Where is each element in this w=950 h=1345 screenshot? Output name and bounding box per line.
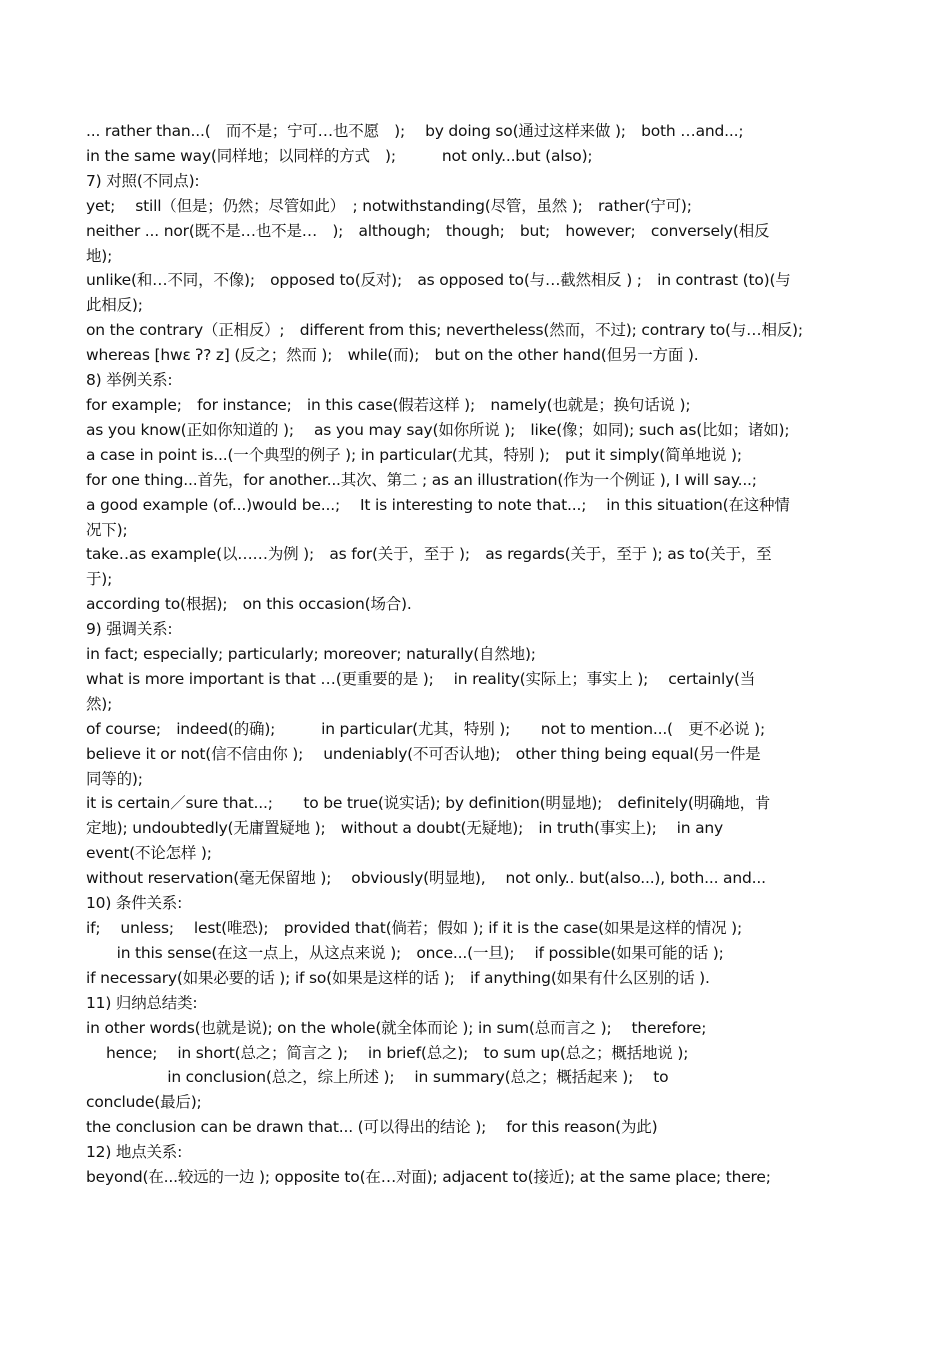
section-heading: 7) 对照(不同点): [86,171,200,190]
section-heading: 12) 地点关系: [86,1143,183,1162]
text-line: for example; for instance; in this case(假若这样 ); namely(也就是；换句话说 ); [86,395,691,414]
text-line: a case in point is...(一个典型的例子 ); in particular(尤其，特别 ); put it simply(简单地说 ); [86,445,742,464]
text-line: in this sense(在这一点上，从这点来说 ); once...(一旦); if possible(如果可能的话 ); [86,943,724,962]
text-line: conclude(最后); [86,1093,202,1112]
text-line: 定地); undoubtedly(无庸置疑地 ); without a doubt(无疑地); in truth(事实上); in any [86,819,724,838]
text-line: in the same way(同样地；以同样的方式 ); not only...but (also); [86,146,593,165]
document-page [86,119,876,1190]
text-line: on the contrary（正相反）; different from this; nevertheless(然而，不过); contrary to(与…相反); [86,321,803,340]
text-line: without reservation(毫无保留地 ); obviously(明显地), not only.. but(also...), both... and... [86,869,766,888]
text-line: believe it or not(信不信由你 ); undeniably(不可否认地); other thing being equal(另一件是 [86,744,761,763]
section-heading: 10) 条件关系: [86,894,183,913]
text-line: the conclusion can be drawn that... (可以得出的结论 ); for this reason(为此) [86,1118,658,1137]
text-line: neither ... nor(既不是…也不是… ); although; though; but; however; conversely(相反 [86,221,770,240]
text-line: 此相反); [86,296,143,315]
text-line: of course; indeed(的确); in particular(尤其，特别 ); not to mention...( 更不必说 ); [86,719,765,738]
text-line: take‥as example(以……为例 ); as for(关于，至于 ); as regards(关于，至于 ); as to(关于，至 [86,545,772,564]
text-line: for one thing...首先，for another...其次、第二 ; as an illustration(作为一个例证 ), I will say...; [86,470,757,489]
text-line: 于); [86,570,113,589]
text-line: whereas [hwɛ ʔ? z] (反之；然而 ); while(而); but on the other hand(但另一方面 ). [86,346,699,365]
section-heading: 8) 举例关系: [86,371,173,390]
text-line: 同等的); [86,769,143,788]
text-line: ... rather than...( 而不是；宁可…也不愿 ); by doing so(通过这样来做 ); both …and...; [86,122,744,140]
text-line: 地); [86,246,113,265]
text-line: beyond(在...较远的一边 ); opposite to(在…对面); adjacent to(接近); at the same place; there; [86,1168,771,1187]
text-line: what is more important is that …(更重要的是 ); in reality(实际上；事实上 ); certainly(当 [86,669,756,688]
text-line: unlike(和…不同，不像); opposed to(反对); as opposed to(与…截然相反 ) ; in contrast (to)(与 [86,271,791,290]
text-line: according to(根据); on this occasion(场合). [86,595,412,614]
text-line: in conclusion(总之，综上所述 ); in summary(总之；概括起来 ); to [86,1068,669,1087]
section-heading: 9) 强调关系: [86,620,173,639]
text-line: it is certain／sure that...; to be true(说实话); by definition(明显地); definitely(明确地，肯 [86,794,771,813]
text-line: as you know(正如你知道的 ); as you may say(如你所说 ); like(像；如同); such as(比如；诸如); [86,420,790,439]
text-line: hence; in short(总之；简言之 ); in brief(总之); to sum up(总之；概括地说 ); [86,1043,689,1062]
text-line: event(不论怎样 ); [86,844,212,863]
text-line: yet; still（但是；仍然；尽管如此） ; notwithstanding(尽管，虽然 ); rather(宁可); [86,196,692,215]
text-line: in other words(也就是说); on the whole(就全体而论 ); in sum(总而言之 ); therefore; [86,1018,707,1037]
text-line: 况下); [86,520,128,539]
text-line: if; unless; lest(唯恐); provided that(倘若；假如 ); if it is the case(如果是这样的情况 ); [86,919,742,937]
text-line: if necessary(如果必要的话 ); if so(如果是这样的话 ); if anything(如果有什么区别的话 ). [86,968,710,987]
text-line: in fact; especially; particularly; moreover; naturally(自然地); [86,645,536,664]
text-line: a good example (of...)would be...; It is interesting to note that...; in this situation(在这种情 [86,495,790,514]
section-heading: 11) 归纳总结类: [86,993,198,1012]
text-line: 然); [86,694,113,713]
